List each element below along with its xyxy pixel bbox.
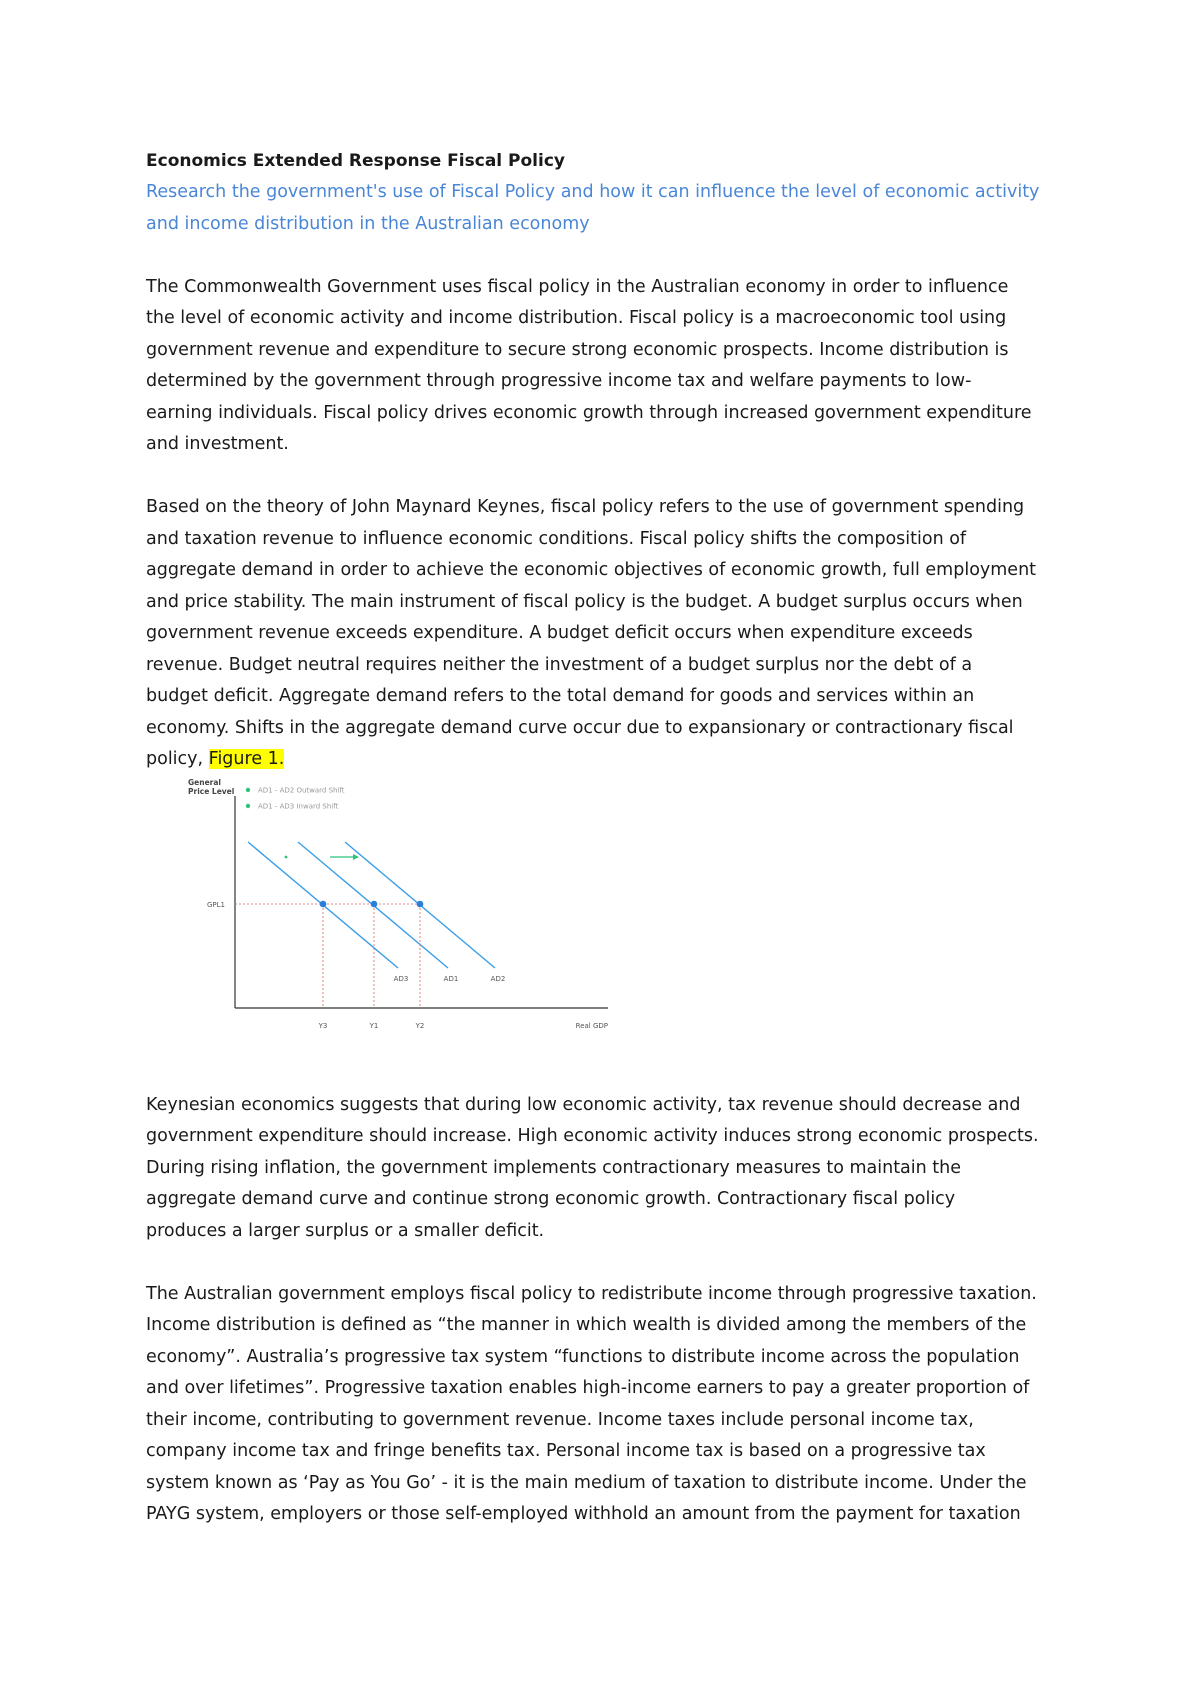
text-line: and investment. [146,434,289,454]
curve-label: AD3 [393,974,409,983]
text-fragment: policy, [146,749,209,769]
equilibrium-point [417,900,424,907]
figure-reference-highlight: Figure 1. [208,749,285,769]
paragraph-intro [146,272,1076,461]
text-line: During rising inflation, the government implements contractionary measures to maintain the [146,1157,962,1178]
document-body [146,146,1076,1531]
inward-shift-arrow [285,855,288,858]
outward-shift-arrowhead [353,854,359,860]
text-line: Based on the theory of John Maynard Keynes, fiscal policy refers to the use of government spending [146,497,1025,517]
text-line: Income distribution is defined as “the manner in which wealth is divided among the members of the [146,1315,1027,1335]
text-line: economy”. Australia’s progressive tax system “functions to distribute income across the population [146,1346,1020,1367]
text-line: Keynesian economics suggests that during low economic activity, tax revenue should decrease and [146,1094,1021,1115]
text-line: aggregate demand in order to achieve the economic objectives of economic growth, full employment [146,560,1037,580]
subtitle-line: Research the government's use of Fiscal Policy and how it can influence the level of economic activity [146,182,1040,202]
text-line: earning individuals. Fiscal policy drives economic growth through increased government expenditure [146,402,1032,423]
y-axis-title: Price Level [188,786,235,796]
text-line: and price stability. The main instrument of fiscal policy is the budget. A budget surplus occurs when [146,591,1023,612]
text-line: government expenditure should increase. High economic activity induces strong economic prospects. [146,1126,1039,1146]
text-line: economy. Shifts in the aggregate demand curve occur due to expansionary or contractionary fiscal [146,717,1014,738]
x-axis-title: Real GDP [575,1021,608,1030]
y-axis-title: General [188,777,221,787]
text-line: the level of economic activity and income distribution. Fiscal policy is a macroeconomic tool using [146,308,1007,328]
text-line: produces a larger surplus or a smaller deficit. [146,1220,545,1241]
text-line: system known as ‘Pay as You Go’ - it is the main medium of taxation to distribute income. Under the [146,1472,1027,1493]
chart-svg [188,776,638,1046]
text-line: and over lifetimes”. Progressive taxation enables high-income earners to pay a greater proportion of [146,1378,1030,1398]
text-line: The Commonwealth Government uses fiscal policy in the Australian economy in order to influence [146,276,1009,297]
x-tick-label: Y3 [318,1021,328,1030]
text-line: government revenue exceeds expenditure. A budget deficit occurs when expenditure exceeds [146,623,973,643]
equilibrium-point [371,900,378,907]
text-line: The Australian government employs fiscal policy to redistribute income through progressive taxation. [146,1283,1037,1304]
text-line: company income tax and fringe benefits tax. Personal income tax is based on a progressive tax [146,1441,986,1461]
curve-label: AD2 [490,974,506,983]
document-subtitle [146,177,1076,240]
text-line: government revenue and expenditure to secure strong economic prospects. Income distribution is [146,339,1009,360]
legend-entry: AD1 - AD3 Inward Shift [258,802,339,810]
text-line: PAYG system, employers or those self-employed withhold an amount from the payment for taxation [146,1504,1021,1524]
curve-label: AD1 [443,974,459,983]
equilibrium-point [320,900,327,907]
text-line: and taxation revenue to influence economic conditions. Fiscal policy shifts the composition of [146,528,967,549]
x-tick-label: Y2 [415,1021,425,1030]
y-tick-label: GPL1 [207,900,225,909]
subtitle-line: and income distribution in the Australian economy [146,213,590,234]
paragraph-keynes-theory [146,492,1076,776]
paragraph-keynesian-economics [146,1090,1076,1248]
document-title: Economics Extended Response Fiscal Policy [146,151,565,171]
paragraph-income-distribution [146,1279,1076,1531]
text-line: aggregate demand curve and continue strong economic growth. Contractionary fiscal policy [146,1189,956,1209]
text-line [146,744,1076,776]
x-tick-label: Y1 [369,1021,379,1030]
text-line: revenue. Budget neutral requires neither the investment of a budget surplus nor the debt of a [146,654,973,675]
text-line: budget deficit. Aggregate demand refers to the total demand for goods and services within an [146,686,975,706]
figure-1-aggregate-demand-chart [188,776,638,1046]
legend-entry: AD1 - AD2 Outward Shift [258,786,345,794]
legend-marker [246,787,250,791]
text-line: their income, contributing to government revenue. Income taxes include personal income tax, [146,1409,974,1430]
legend-marker [246,803,250,807]
text-line: determined by the government through progressive income tax and welfare payments to low- [146,371,972,391]
